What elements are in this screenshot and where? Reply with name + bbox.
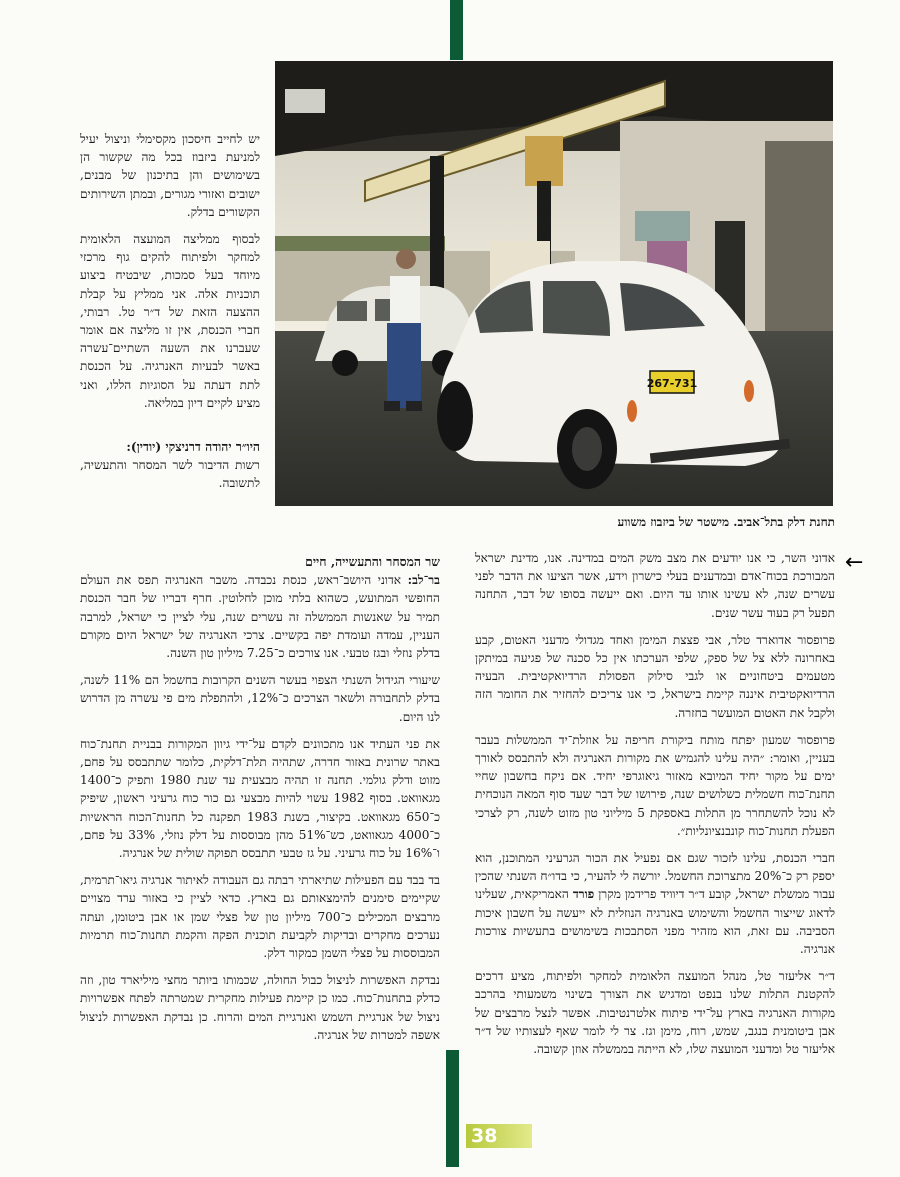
left-text-column [80, 553, 440, 1053]
right-paragraph: אדוני השר, כי אנו יודעים את מצב משק המים במדינה. אנו, מדינת ישראל המבורכת בכוח־אדם ובמדענים בעלי כישרון וידע, אשר הציעו את הדבר לפני עשרים שנה, לא עשינו אותו עד היום. ואם ייעשה בסופו של דבר, התחנה תפעל רק בעוד עשר שנים. [475, 551, 835, 620]
speaker-name: היו״ר יהודה דרניצקי (יודין): [126, 439, 260, 455]
right-paragraph-text: האמריקאית, שעלינו לדאוג שייצור החשמל והשימוש באנרגיה הנוזלית לא ייעשה על חשבון איכות הסביבה. עם זאת, הוא מזהיר מפני הסתבכות בשימושים בתעשיות צורכות אנרגיה. [475, 887, 835, 957]
left-paragraph: את פני העתיד אנו מתכוונים לקדם על־ידי גיוון המקורות בבניית תחנת־כוח באתר שרונית באזור חדרה, שתהיה תלת־דלקית, כלומר שתתבסס על פחם, מזוט ודלק גולמי. תחנה זו תהיה מבצעית עד שנת 1980 ותפיק כ־1400 מגאוואט. בסוף 1982 עשוי להיות מבצעי גם כור כוח גרעיני ראשון, שיפיק כ־650 מגאוואט. בקיצור, בשנת 1983 תפקנה כל תחנות־הכוח הראשיות כ־4000 מגאוואט, כש־51% מהן מבוססות על דלק נוזלי, 33% על פחם, ו־16% על כוח גרעיני. על גז טבעי תתבסס תפוקה שולית של אנרגיה. [80, 736, 441, 861]
top-divider-bar [450, 0, 463, 60]
continue-arrow-icon: ← [845, 550, 864, 575]
bottom-divider-bar [446, 1050, 459, 1167]
top-left-text-column [80, 130, 260, 502]
left-paragraph [80, 571, 440, 662]
gas-station-illustration [275, 61, 833, 506]
right-paragraph: ד״ר אליעזר טל, מנהל המועצה הלאומית למחקר ולפיתוח, מציע דרכים להקטנת התלות שלנו בנפט ומדגיש את הצורך בשינוי משמעותי בהרכב מקורות האנרגיה בארץ על־ידי פיתוח אלטרנטיבות. אפשר לנצל מרבצים של אבן ביטומנית בנגב, שמש, רוח, מימן וגז. צר לי לומר שאף לעצותיו של ד״ר אליעזר טל ומדעני המועצה שלו, לא הייתה בממשלה אוזן קשובה. [475, 969, 836, 1057]
left-paragraph-text: אדוני היושב־ראש, כנסת נכבדה. משבר האנרגיה תפס את העולם החופשי המתועש, כשהוא בלתי מוכן לחלוטין. חרף דבריו של חבר הכנסת תמיר על שאנשות הממשלה זה עשרים שנה, עלי לציין כי ישראל, למרבה העניין, עמדה ועומדת יפה בקשיים. צרכי האנרגיה של ישראל היום מקורם בדלק נוזלי ובגז טבעי. אנו צורכים כ־7.25 מיליון טון השנה. [80, 573, 440, 661]
right-paragraph: פרופסור אדוארד טלר, אבי פצצת המימן ואחד מגדולי מדעני האטום, קבע באחרונה ללא צל של ספק, שלפי הערכתו אין כל סכנה של פגיעה במיתקן מטעמים ביטחוניים או לגבי סילוק הפסולת הרדיואקטיבית. הבעיה הרדיואקטיבית איננה קיימת בישראל, כי אנו צריכים להחזיר את החומר הזה ולקבל את האטום המועשר בחזרה. [475, 632, 835, 720]
minister-name: בר־לב: [407, 573, 440, 588]
ford-bold-text: פורד [572, 887, 595, 902]
gas-station-photo [275, 61, 833, 506]
license-plate-text: 267-731 [646, 377, 698, 390]
right-paragraph: פרופסור שמעון יפתח מותח ביקורת חריפה על אוזלת־יד הממשלות בעבר בעניין, ואומר: ״היה עלינו להגמיש את מקורות האנרגיה ולא להתבסס לאורך ימים על מקור יחיד המיובא מאזור גיאוגרפי יחיד. אם ניקח בחשבון שחיי תחנת־כוח חשמלית כשלושים שנה, פירושו של דבר שעד סוף המאה הנוכחית לא נוכל להשתחרר מן התלות באספקת 5 מיליוני טון מזוט לשנה, רק לצרכי הפעלת תחנות־כוח קונבנציונליות״. [475, 732, 835, 838]
left-paragraph: בד בבד עם הפעילות שתיארתי רבתה גם העבודה לאיתור אנרגיה גיאו־תרמית, שקיימים סימנים להימצאותם גם בארץ. כדאי לציין כי באזור ערד מצויים מרבצים המכילים כ־700 מיליון טון של פצלי שמן או אבן ביטומן, ועתה נערכים מחקרים ובדיקות לקביעת תוכנית הפקה והקמת תחנות־כוח תרמיות המבוססות על פצלי השמן כמקור דלק. [80, 873, 440, 961]
right-text-column [475, 549, 835, 1067]
minister-heading: שר המסחר והתעשייה, חיים [305, 554, 440, 569]
top-left-paragraph: לבסוף ממליצה המועצה הלאומית למחקר ולפיתוח להקים גוף מרכזי מיוחד בעל סמכות, שיבטיח ביצוע תוכניות אלה. אני ממליץ על קבלת ההצעה הזאת של ד״ר טל. רבותי, חברי הכנסת, אין זו מליצה אם אומר שעברנו את השעה השתיים־עשרה באשר לבעיות האנרגיה. על הכנסת לתת דעתה על הסוגיות הללו, ואני מציע לקיים דיון במליאה. [80, 232, 260, 410]
right-paragraph-text: חברי הכנסת, עלינו לזכור שגם אם נפעיל את הכור הגרעיני המתוכנן, הוא יספק רק כ־20% מתצרוכת החשמל. יורשה לי להעיר, כי בדו״ח השנתי שהכין עבור ממשלת ישראל, קובע ד״ר דיוויד פרידמן מקרן [475, 851, 835, 902]
speaker-line: רשות הדיבור לשר המסחר והתעשיה, לתשובה. [80, 458, 260, 491]
page-number: 38 [471, 1125, 498, 1147]
top-left-paragraph: יש לחייב חיסכון מקסימלי וניצול יעיל למניעת ביזבוז בכל מה שקשור הן בשימושים והן בתיכנון של מבנים, ישובים ואזורי מגורים, ובמתן השירותים הקשורים בדלק. [80, 132, 260, 219]
photo-caption: תחנת דלק בתל־אביב. מישטר של ביזבוז משווע [617, 515, 835, 529]
left-paragraph: שיעורי הגידול השנתי הצפוי בעשר השנים הקרובות בחשמל הם 11% לשנה, בדלק לתחבורה ולשאר הצרכים כ־12%, ולהתפלת מים פי עשרה מן הדרוש לנו היום. [80, 673, 440, 724]
right-paragraph [475, 849, 835, 958]
left-paragraph: נבדקת האפשרות לניצול כבול החולה, שכמותו ביותר מחצי מיליארד טון, וזה כדלק בתחנות־כוח. כמו כן קיימת פעילות מחקרית שמטרתה לפתח אפשרויות ניצול של אנרגיית השמש ואנרגיית המים והרוח. כן נבדקת האפשרות לניצול אשפה למטרות של אנרגיה. [80, 973, 440, 1042]
